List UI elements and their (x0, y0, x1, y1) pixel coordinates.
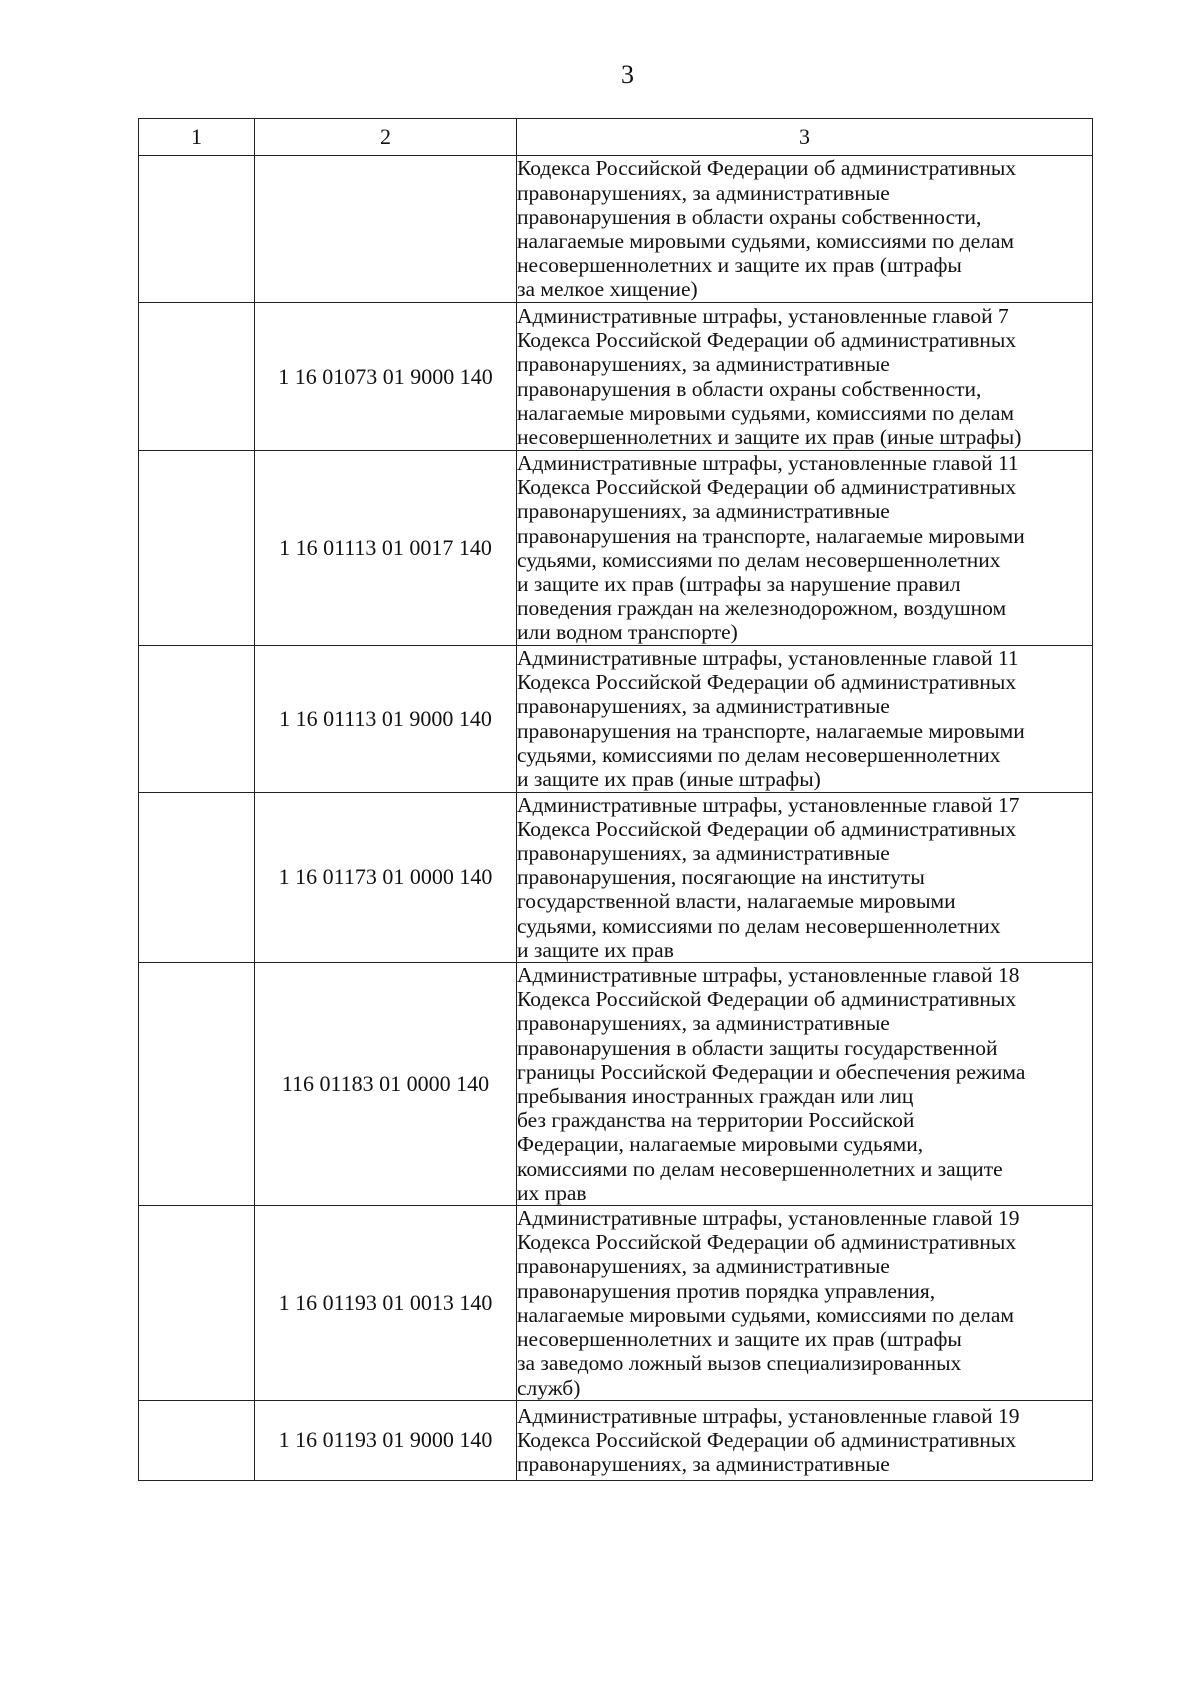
table-row (139, 792, 1093, 962)
header-col-2: 2 (255, 119, 517, 156)
budget-code-cell: 116 01183 01 0000 140 (255, 963, 517, 1206)
table-row (139, 645, 1093, 792)
description-cell: Административные штрафы, установленные главой 18 Кодекса Российской Федерации об административных правонарушениях, за административные правонарушения в области защиты государственной границы Российской Федерации и обеспечения режима пребывания иностранных граждан или лиц без гражданства на территории Российской Федерации, налагаемые мировыми судьями, комиссиями по делам несовершеннолетних и защите их прав (517, 963, 1093, 1206)
header-col-3: 3 (517, 119, 1093, 156)
budget-codes-table (138, 118, 1093, 1481)
description-cell: Административные штрафы, установленные главой 19 Кодекса Российской Федерации об административных правонарушениях, за административные правонарушения против порядка управления, налагаемые мировыми судьями, комиссиями по делам несовершеннолетних и защите их прав (штрафы за заведомо ложный вызов специализированных служб) (517, 1206, 1093, 1401)
cell-col-1 (139, 963, 255, 1206)
cell-col-1 (139, 1206, 255, 1401)
table-row (139, 451, 1093, 646)
budget-code-cell: 1 16 01113 01 9000 140 (255, 645, 517, 792)
cell-col-1 (139, 1400, 255, 1480)
cell-col-1 (139, 645, 255, 792)
header-col-1: 1 (139, 119, 255, 156)
cell-col-1 (139, 792, 255, 962)
description-cell: Административные штрафы, установленные главой 11 Кодекса Российской Федерации об административных правонарушениях, за административные правонарушения на транспорте, налагаемые мировыми судьями, комиссиями по делам несовершеннолетних и защите их прав (иные штрафы) (517, 645, 1093, 792)
budget-code-cell (255, 156, 517, 303)
table-row (139, 1400, 1093, 1480)
description-cell: Административные штрафы, установленные главой 7 Кодекса Российской Федерации об административных правонарушениях, за административные правонарушения в области охраны собственности, налагаемые мировыми судьями, комиссиями по делам несовершеннолетних и защите их прав (иные штрафы) (517, 303, 1093, 451)
cell-col-1 (139, 156, 255, 303)
description-cell: Административные штрафы, установленные главой 19 Кодекса Российской Федерации об административных правонарушениях, за административные (517, 1400, 1093, 1480)
budget-code-cell: 1 16 01073 01 9000 140 (255, 303, 517, 451)
budget-code-cell: 1 16 01193 01 0013 140 (255, 1206, 517, 1401)
cell-col-1 (139, 451, 255, 646)
budget-code-cell: 1 16 01193 01 9000 140 (255, 1400, 517, 1480)
description-cell: Административные штрафы, установленные главой 11 Кодекса Российской Федерации об административных правонарушениях, за административные правонарушения на транспорте, налагаемые мировыми судьями, комиссиями по делам несовершеннолетних и защите их прав (штрафы за нарушение правил поведения граждан на железнодорожном, воздушном или водном транспорте) (517, 451, 1093, 646)
description-cell: Административные штрафы, установленные главой 17 Кодекса Российской Федерации об административных правонарушениях, за административные правонарушения, посягающие на институты государственной власти, налагаемые мировыми судьями, комиссиями по делам несовершеннолетних и защите их прав (517, 792, 1093, 962)
cell-col-1 (139, 303, 255, 451)
table-row (139, 1206, 1093, 1401)
budget-code-cell: 1 16 01113 01 0017 140 (255, 451, 517, 646)
table-header-row (139, 119, 1093, 156)
description-cell: Кодекса Российской Федерации об административных правонарушениях, за административные правонарушения в области охраны собственности, налагаемые мировыми судьями, комиссиями по делам несовершеннолетних и защите их прав (штрафы за мелкое хищение) (517, 156, 1093, 303)
table-row (139, 156, 1093, 303)
table-row (139, 963, 1093, 1206)
page-number: 3 (621, 60, 634, 89)
table-row (139, 303, 1093, 451)
budget-code-cell: 1 16 01173 01 0000 140 (255, 792, 517, 962)
